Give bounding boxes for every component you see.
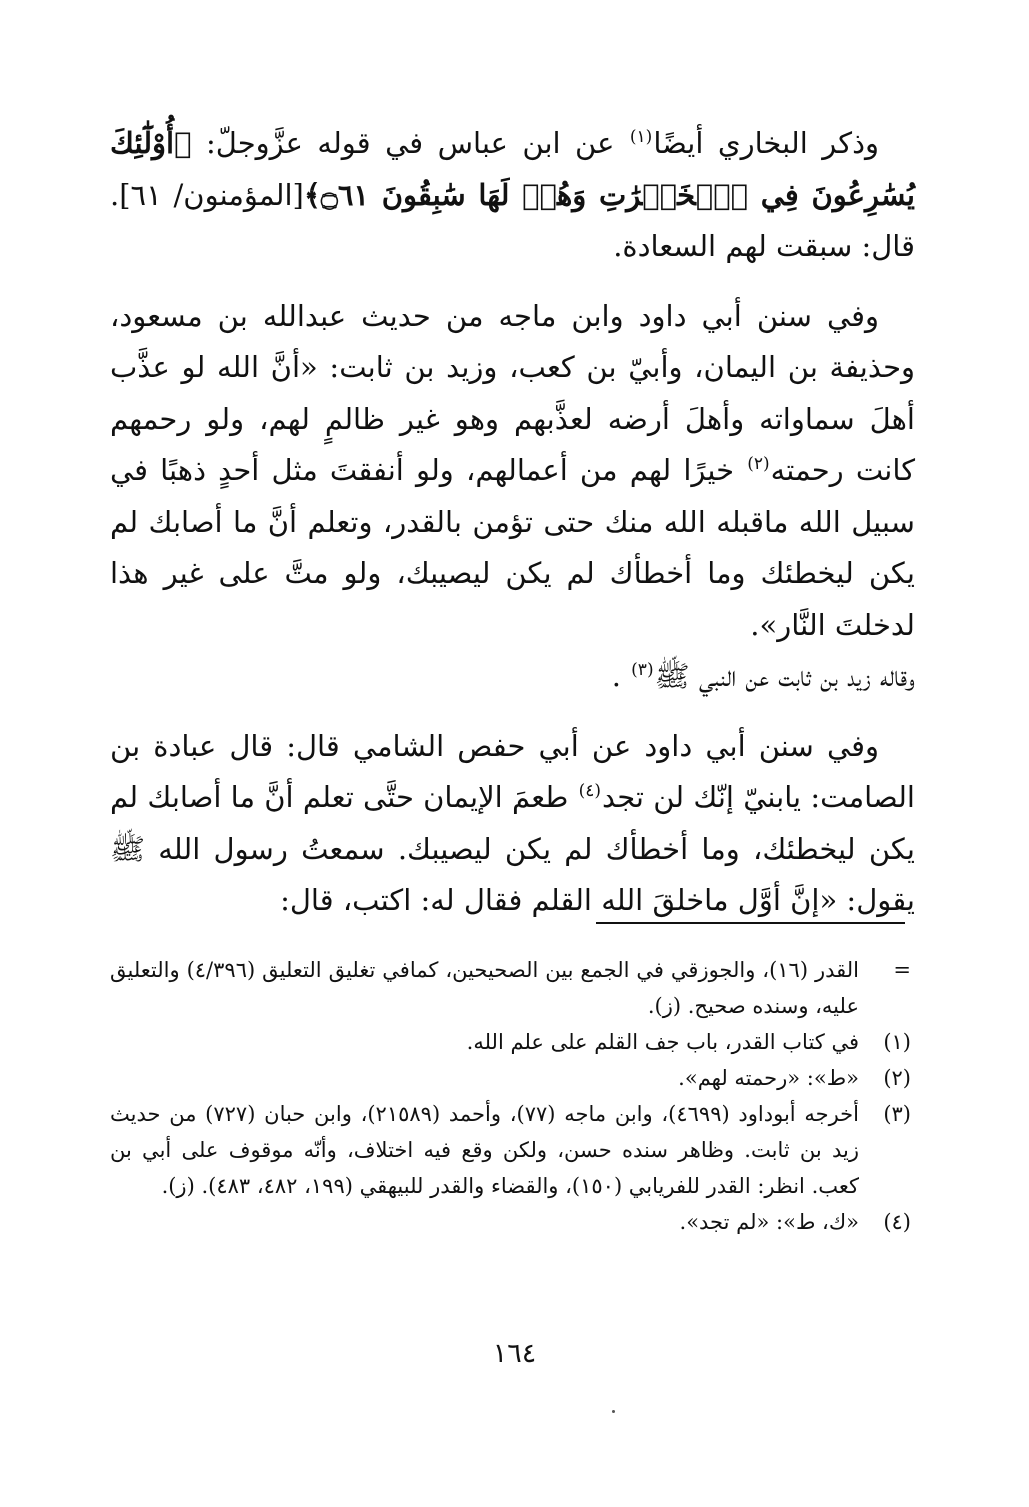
footnote-ref-2[interactable]: (٢) <box>747 454 770 475</box>
paragraph-text: وفي سنن أبي داود وابن ماجه من حديث عبدالله بن مسعود، وحذيفة بن اليمان، وأبيّ بن كعب، وزيد بن ثابت: «أنَّ الله لو عذَّب أهلَ سماواته وأهلَ أرضه لعذَّبهم وهو غير ظالمٍ لهم، ولو رحمهم كانت رحمته <box>110 298 916 487</box>
footnote-4 <box>110 1204 915 1240</box>
main-text <box>110 118 915 927</box>
footnote-2 <box>110 1060 915 1096</box>
paragraph-text: عن ابن عباس في قوله عزَّوجلّ: <box>191 126 629 160</box>
paragraph-text: وقاله زيد بن ثابت عن النبي ﷺ <box>654 659 915 693</box>
paragraph-2 <box>110 291 915 703</box>
footnote-text: أخرجه أبوداود (٤٦٩٩)، وابن ماجه (٧٧)، وأحمد (٢١٥٨٩)، وابن حبان (٧٢٧) من حديث زيد بن ثابت. وظاهر سنده حسن، ولكن وقع فيه اختلاف، وأنّه موقوف على أبي بن كعب. انظر: القدر للفريابي (١٥٠)، والقضاء والقدر للبيهقي (١٩٩، ٤٨٢، ٤٨٣). (ز). <box>110 1102 859 1198</box>
footnote-ref-3[interactable]: (٣) <box>631 660 654 681</box>
quran-verse: ﴿أُوْلَٰٓئِكَ يُسَٰرِعُونَ فِي ٱلۡخَيۡرَٰتِ وَهُمۡ لَهَا سَٰبِقُونَ ۝٦١﴾ <box>110 126 915 212</box>
paragraph-3 <box>110 721 915 927</box>
paragraph-1 <box>110 118 915 273</box>
footnote-continued <box>110 952 915 1024</box>
footnote-text: «ط»: «رحمته لهم». <box>678 1066 859 1090</box>
footnote-3 <box>110 1096 915 1204</box>
footnote-number: (٢) <box>883 1066 911 1090</box>
footnote-divider <box>596 922 905 924</box>
footnote-text: «ك، ط»: «لم تجد». <box>679 1210 859 1234</box>
footnote-1 <box>110 1024 915 1060</box>
paragraph-text: . <box>611 659 631 693</box>
footnote-text: في كتاب القدر، باب جف القلم على علم الله. <box>466 1030 859 1054</box>
paragraph-text: طعمَ الإيمان حتَّى تعلم أنَّ ما أصابك لم يكن ليخطئك، وما أخطأك لم يكن ليصيبك. سمعتُ رسول الله ﷺ يقول: «إنَّ أوَّل ماخلقَ الله القلم فقال له: اكتب، قال: <box>110 780 915 917</box>
footnote-marker: = <box>893 958 911 982</box>
verse-citation: [المؤمنون/ ٦١]. قال: سبقت لهم السعادة. <box>110 177 915 263</box>
paragraph-text: وفي سنن أبي داود عن أبي حفص الشامي قال: قال عبادة بن الصامت: يابنيّ إنّك لن تجد <box>110 728 915 814</box>
footnote-ref-4[interactable]: (٤) <box>578 781 601 802</box>
print-speck <box>612 1410 615 1413</box>
paragraph-continuation <box>110 651 915 703</box>
footnotes <box>110 952 915 1240</box>
footnote-number: (٤) <box>883 1210 911 1234</box>
footnote-number: (٣) <box>883 1102 911 1126</box>
paragraph-text: خيرًا لهم من أعمالهم، ولو أنفقتَ مثل أحدٍ ذهبًا في سبيل الله ماقبله الله منك حتى تؤمن بالقدر، وتعلم أنَّ ما أصابك لم يكن ليخطئك وما أخطأك لم يكن ليصيبك، ولو متَّ على غير هذا لدخلتَ النَّار». <box>110 453 915 642</box>
page-number: ١٦٤ <box>492 1338 537 1369</box>
footnote-text: القدر (١٦)، والجوزقي في الجمع بين الصحيحين، كمافي تغليق التعليق (٤/٣٩٦) والتعليق عليه، وسنده صحيح. (ز). <box>110 958 860 1018</box>
footnote-number: (١) <box>883 1030 911 1054</box>
paragraph-text: وذكر البخاري أيضًا <box>653 126 879 160</box>
footnote-ref-1[interactable]: (١) <box>629 127 653 148</box>
